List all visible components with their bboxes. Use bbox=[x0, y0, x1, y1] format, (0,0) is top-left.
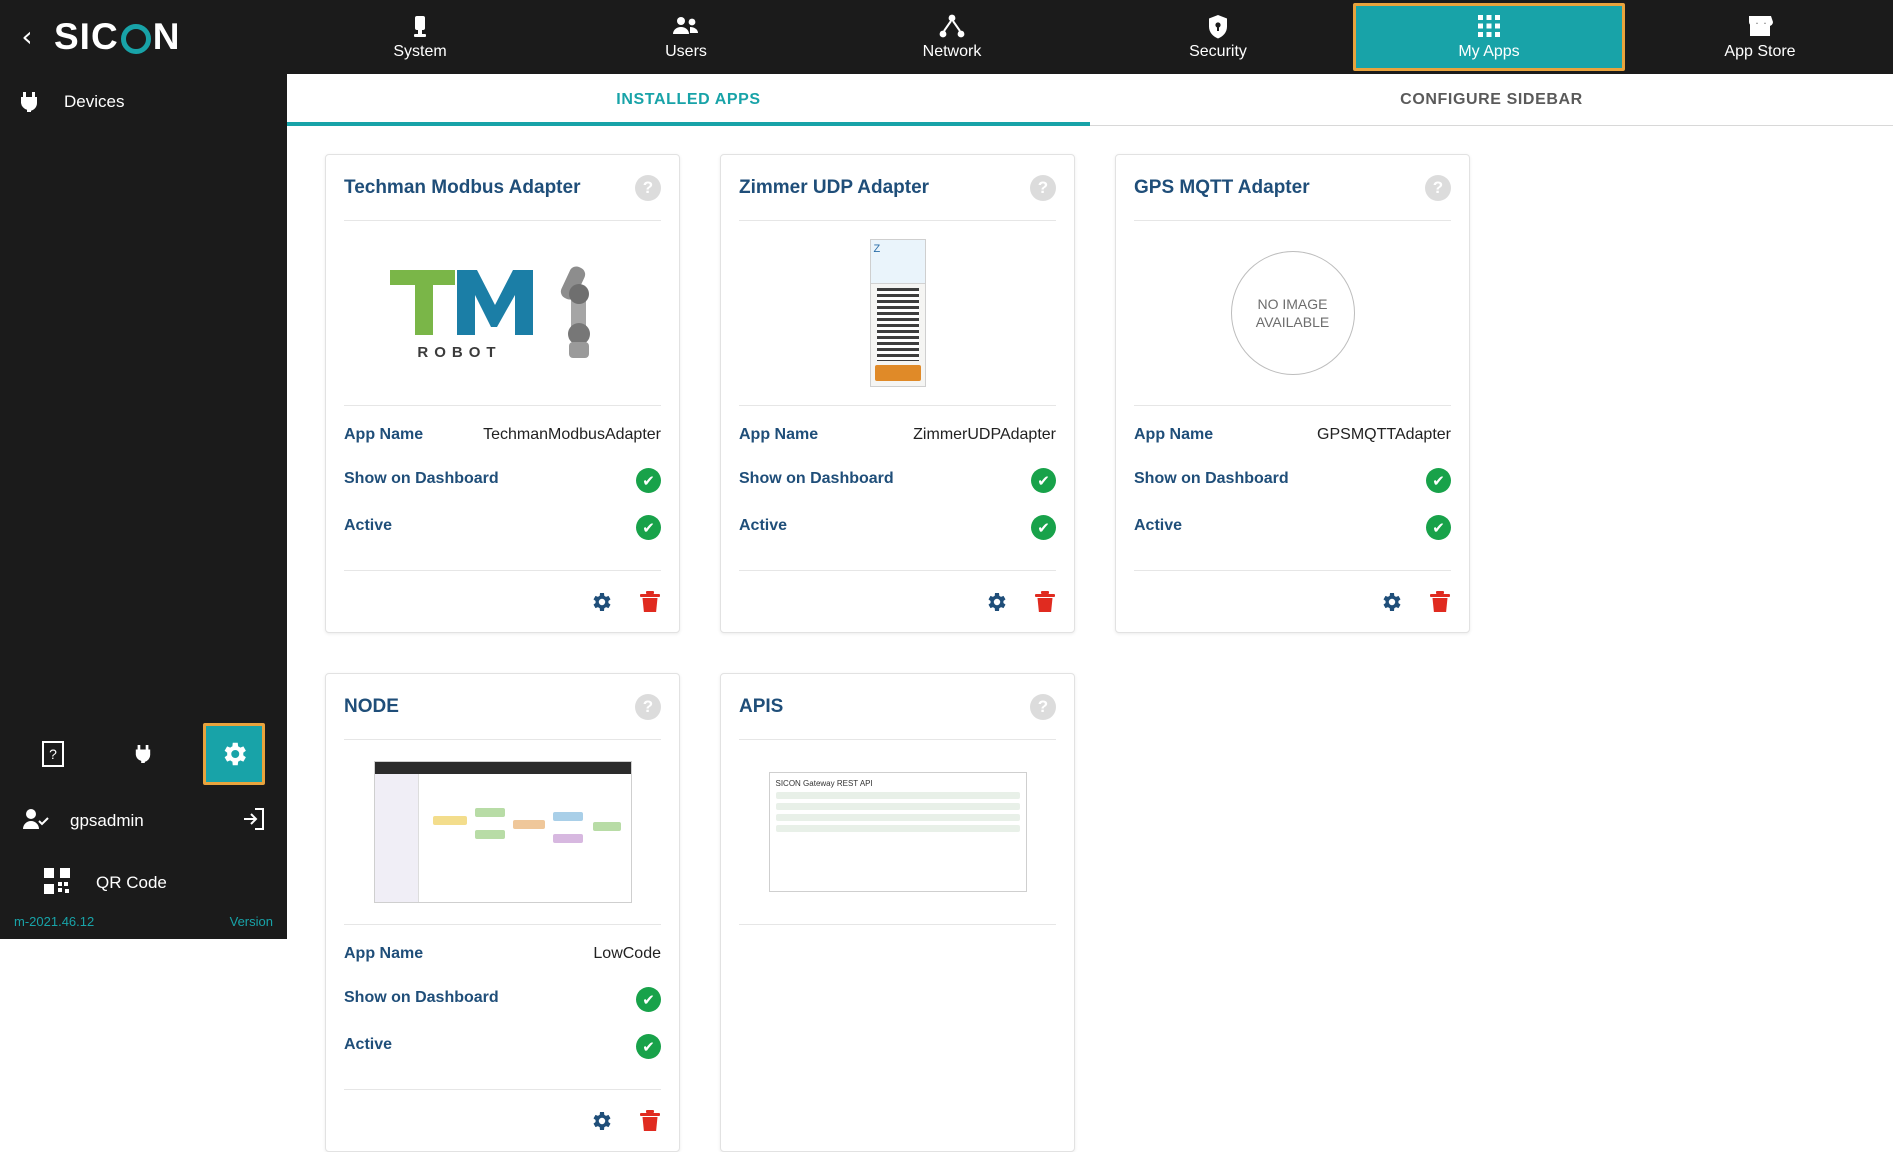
node-block bbox=[593, 822, 621, 831]
help-icon[interactable]: ? bbox=[635, 694, 661, 720]
node-block bbox=[433, 816, 467, 825]
app-card-header bbox=[1134, 155, 1451, 221]
active-row bbox=[344, 1034, 661, 1059]
show-on-dashboard-row bbox=[1134, 468, 1451, 493]
app-card-rows bbox=[1134, 406, 1451, 570]
tab-users[interactable] bbox=[553, 0, 819, 74]
check-icon: ✔ bbox=[1426, 515, 1451, 540]
app-name-label: App Name bbox=[1134, 426, 1214, 443]
gear-icon[interactable] bbox=[1379, 590, 1403, 614]
gear-icon[interactable] bbox=[589, 590, 613, 614]
app-card-media bbox=[739, 740, 1056, 925]
sub-tabs bbox=[287, 74, 1893, 126]
app-card-media bbox=[344, 221, 661, 406]
techman-robot-wordmark: ROBOT bbox=[417, 344, 502, 361]
app-name-value: LowCode bbox=[593, 945, 661, 962]
help-icon[interactable]: ? bbox=[1030, 694, 1056, 720]
version-build: m-2021.46.12 bbox=[14, 914, 95, 929]
techman-logo-image bbox=[385, 265, 535, 361]
sidebar-quick-icons bbox=[0, 718, 287, 790]
app-name-row bbox=[739, 424, 1056, 446]
zimmer-device-top: Z bbox=[871, 240, 925, 284]
no-image-placeholder: NO IMAGE AVAILABLE bbox=[1231, 251, 1355, 375]
active-label: Active bbox=[344, 1036, 393, 1053]
tab-security[interactable] bbox=[1085, 0, 1351, 74]
store-icon bbox=[1747, 13, 1773, 39]
users-icon bbox=[672, 13, 700, 39]
logout-icon[interactable] bbox=[241, 808, 265, 835]
app-card-header bbox=[739, 674, 1056, 740]
brand-logo bbox=[54, 16, 180, 58]
sidebar-item-devices[interactable] bbox=[0, 74, 287, 130]
active-row bbox=[739, 515, 1056, 540]
brand-ring-icon bbox=[121, 24, 151, 54]
app-card bbox=[1115, 154, 1470, 633]
app-card-header bbox=[344, 674, 661, 740]
sidebar bbox=[0, 0, 287, 939]
zimmer-device-terminals bbox=[877, 288, 919, 361]
app-name-value: ZimmerUDPAdapter bbox=[913, 426, 1056, 443]
node-block bbox=[553, 812, 583, 821]
tab-app-store[interactable] bbox=[1627, 0, 1893, 74]
version-label: Version bbox=[229, 914, 273, 929]
zimmer-device-base bbox=[875, 365, 921, 381]
check-icon: ✔ bbox=[1031, 515, 1056, 540]
check-icon: ✔ bbox=[636, 987, 661, 1012]
apis-row bbox=[776, 814, 1020, 821]
app-card-title: NODE bbox=[344, 695, 399, 717]
show-on-dashboard-label: Show on Dashboard bbox=[1134, 470, 1289, 487]
gear-icon[interactable] bbox=[589, 1109, 613, 1133]
app-card-actions bbox=[344, 1089, 661, 1151]
apis-row bbox=[776, 825, 1020, 832]
app-card-title: APIS bbox=[739, 695, 784, 717]
app-card-header bbox=[739, 155, 1056, 221]
grid-apps-icon bbox=[1478, 13, 1500, 39]
tab-label: My Apps bbox=[1458, 43, 1520, 60]
node-block bbox=[513, 820, 545, 829]
app-card-title: GPS MQTT Adapter bbox=[1134, 176, 1310, 198]
active-row bbox=[344, 515, 661, 540]
tab-system[interactable] bbox=[287, 0, 553, 74]
main-area bbox=[287, 0, 1893, 1056]
tab-network[interactable] bbox=[819, 0, 1085, 74]
device-status-icon[interactable] bbox=[98, 718, 188, 790]
brand-text-part1: SIC bbox=[54, 16, 119, 57]
tab-label: Network bbox=[922, 43, 982, 60]
check-icon: ✔ bbox=[636, 468, 661, 493]
node-block bbox=[553, 834, 583, 843]
apis-screenshot-image: SICON Gateway REST API bbox=[769, 772, 1027, 892]
apis-row bbox=[776, 803, 1020, 810]
active-label: Active bbox=[344, 517, 393, 534]
trash-icon[interactable] bbox=[1034, 590, 1056, 614]
node-block bbox=[475, 830, 505, 839]
node-screenshot-body bbox=[375, 774, 631, 902]
tab-label: Security bbox=[1189, 43, 1247, 60]
app-card-rows bbox=[344, 925, 661, 1089]
subtab-installed-apps[interactable] bbox=[287, 74, 1090, 125]
help-icon[interactable]: ? bbox=[635, 175, 661, 201]
app-name-row bbox=[344, 943, 661, 965]
check-icon: ✔ bbox=[1031, 468, 1056, 493]
trash-icon[interactable] bbox=[639, 590, 661, 614]
show-on-dashboard-row bbox=[344, 468, 661, 493]
check-icon: ✔ bbox=[636, 1034, 661, 1059]
robot-arm-image bbox=[535, 258, 621, 368]
app-card-grid bbox=[325, 154, 1855, 1152]
back-chevron-icon[interactable]: ‹ bbox=[21, 20, 33, 53]
user-check-icon bbox=[22, 808, 48, 835]
tab-label: System bbox=[393, 43, 447, 60]
sidebar-version bbox=[0, 914, 287, 939]
app-name-row bbox=[344, 424, 661, 446]
app-name-label: App Name bbox=[739, 426, 819, 443]
qr-code-icon bbox=[44, 868, 70, 899]
show-on-dashboard-label: Show on Dashboard bbox=[739, 470, 894, 487]
apis-row bbox=[776, 792, 1020, 799]
app-card bbox=[720, 673, 1075, 1152]
brand-text-part2: N bbox=[152, 16, 181, 57]
system-icon bbox=[408, 13, 432, 39]
qr-code-label: QR Code bbox=[96, 873, 167, 892]
trash-icon[interactable] bbox=[639, 1109, 661, 1133]
active-row bbox=[1134, 515, 1451, 540]
app-card bbox=[325, 673, 680, 1152]
node-screenshot-canvas bbox=[419, 774, 631, 902]
sidebar-footer bbox=[0, 718, 287, 939]
check-icon: ✔ bbox=[636, 515, 661, 540]
app-card-rows bbox=[344, 406, 661, 570]
help-icon[interactable]: ? bbox=[1030, 175, 1056, 201]
app-card-actions bbox=[739, 570, 1056, 632]
app-card-actions bbox=[1134, 570, 1451, 632]
sidebar-header bbox=[0, 0, 287, 74]
node-block bbox=[475, 808, 505, 817]
help-icon[interactable] bbox=[8, 718, 98, 790]
active-label: Active bbox=[739, 517, 788, 534]
username-label: gpsadmin bbox=[70, 811, 144, 830]
show-on-dashboard-label: Show on Dashboard bbox=[344, 989, 499, 1006]
tab-label: App Store bbox=[1724, 43, 1796, 60]
app-name-value: GPSMQTTAdapter bbox=[1317, 426, 1451, 443]
app-card-media bbox=[1134, 221, 1451, 406]
app-name-row bbox=[1134, 424, 1451, 446]
app-card-actions bbox=[344, 570, 661, 632]
active-label: Active bbox=[1134, 517, 1183, 534]
subtab-label: INSTALLED APPS bbox=[616, 90, 761, 108]
app-card bbox=[325, 154, 680, 633]
app-card-media bbox=[344, 740, 661, 925]
network-icon bbox=[939, 13, 965, 39]
tab-my-apps[interactable] bbox=[1353, 3, 1625, 71]
show-on-dashboard-row bbox=[739, 468, 1056, 493]
app-card bbox=[720, 154, 1075, 633]
app-card-header bbox=[344, 155, 661, 221]
app-card-media bbox=[739, 221, 1056, 406]
svg-text:?: ? bbox=[49, 746, 58, 762]
sidebar-item-label: Devices bbox=[64, 92, 125, 111]
app-name-value: TechmanModbusAdapter bbox=[483, 426, 661, 443]
show-on-dashboard-row bbox=[344, 987, 661, 1012]
gear-icon[interactable] bbox=[984, 590, 1008, 614]
shield-icon bbox=[1207, 13, 1229, 39]
apps-content bbox=[287, 126, 1893, 1152]
node-screenshot-palette bbox=[375, 774, 419, 902]
node-screenshot-titlebar bbox=[375, 762, 631, 774]
sidebar-qr-row[interactable] bbox=[0, 852, 287, 914]
tab-label: Users bbox=[665, 43, 707, 60]
device-icon bbox=[16, 91, 42, 113]
settings-gear-highlight[interactable] bbox=[203, 723, 265, 785]
zimmer-device-image bbox=[870, 239, 926, 387]
show-on-dashboard-label: Show on Dashboard bbox=[344, 470, 499, 487]
app-name-label: App Name bbox=[344, 426, 424, 443]
app-card-rows bbox=[739, 406, 1056, 570]
app-card-title: Zimmer UDP Adapter bbox=[739, 176, 930, 198]
settings-gear-button[interactable] bbox=[189, 718, 279, 790]
check-icon: ✔ bbox=[1426, 468, 1451, 493]
app-name-label: App Name bbox=[344, 945, 424, 962]
top-navigation bbox=[287, 0, 1893, 74]
trash-icon[interactable] bbox=[1429, 590, 1451, 614]
help-icon[interactable]: ? bbox=[1425, 175, 1451, 201]
sidebar-user-row bbox=[0, 790, 287, 852]
node-screenshot-image bbox=[374, 761, 632, 903]
subtab-configure-sidebar[interactable] bbox=[1090, 74, 1893, 125]
subtab-label: CONFIGURE SIDEBAR bbox=[1400, 90, 1583, 108]
app-card-title: Techman Modbus Adapter bbox=[344, 176, 581, 198]
